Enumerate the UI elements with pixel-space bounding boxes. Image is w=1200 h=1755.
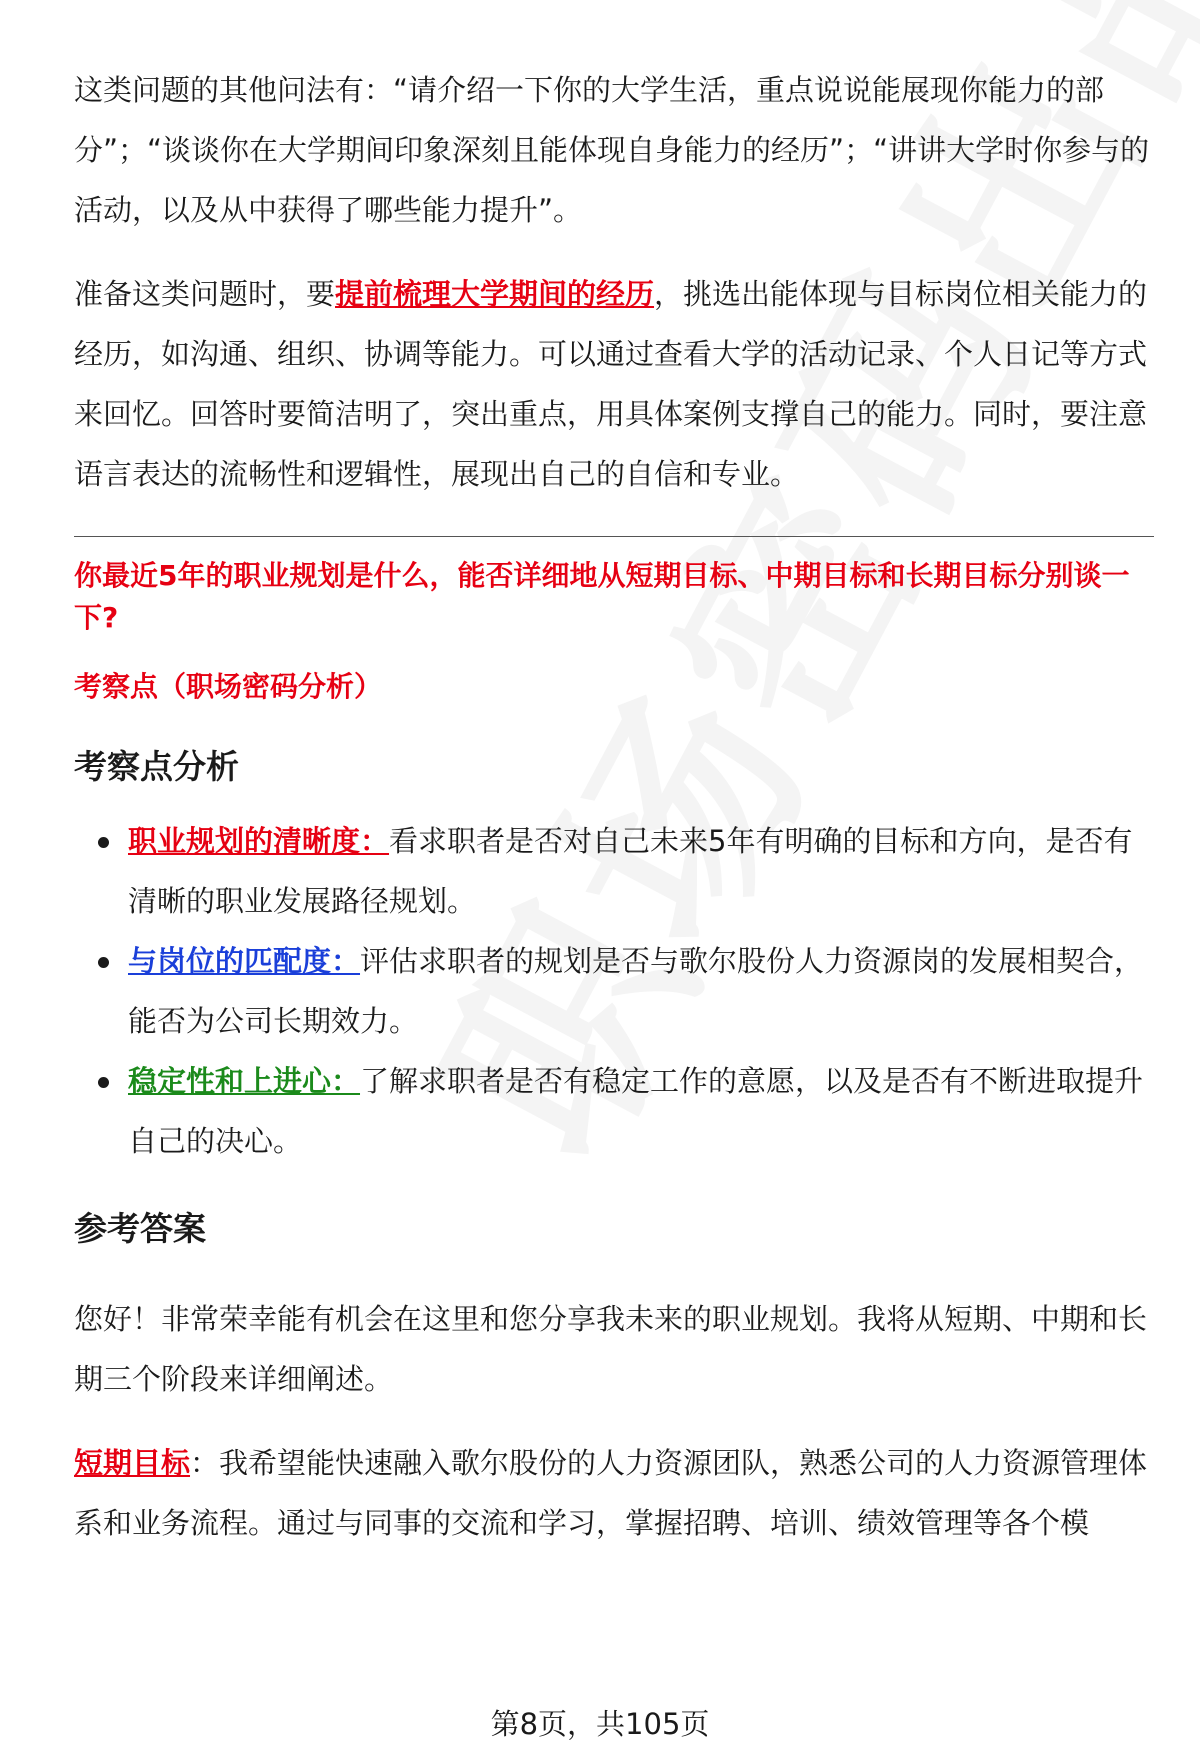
list-item-text: 了解求职者是否有稳定工作的意愿，以及是否有不断进取提升自己的决心。 — [128, 1064, 1144, 1158]
bullet-icon — [98, 957, 109, 968]
short-term-label: 短期目标 — [74, 1446, 191, 1480]
analysis-list — [74, 811, 1154, 1171]
short-term-text: ：我希望能快速融入歌尔股份的人力资源团队，熟悉公司的人力资源管理体系和业务流程。通过与同事的交流和学习，掌握招聘、培训、绩效管理等各个模 — [74, 1446, 1148, 1540]
text: ，挑选出能体现与目标岗位相关能力的经历，如沟通、组织、协调等能力。可以通过查看大学的活动记录、个人日记等方式来回忆。回答时要简洁明了，突出重点，用具体案例支撑自己的能力。同时，要注意语言表达的流畅性和逻辑性，展现出自己的自信和专业。 — [74, 277, 1148, 491]
text: 准备这类问题时，要 — [74, 277, 336, 311]
paragraph-alt-questions: 这类问题的其他问法有：“请介绍一下你的大学生活，重点说说能展现你能力的部分”；“谈谈你在大学期间印象深刻且能体现自身能力的经历”；“讲讲大学时你参与的活动，以及从中获得了哪些能力提升”。 — [74, 73, 1150, 227]
list-item-text: 看求职者是否对自己未来5年有明确的目标和方向，是否有清晰的职业发展路径规划。 — [128, 824, 1133, 918]
content — [74, 60, 1154, 1553]
list-item-text: 评估求职者的规划是否与歌尔股份人力资源岗的发展相契合，能否为公司长期效力。 — [128, 944, 1144, 1038]
paragraph-short-term — [74, 1433, 1154, 1553]
paragraph-answer-intro: 您好！非常荣幸能有机会在这里和您分享我未来的职业规划。我将从短期、中期和长期三个阶段来详细阐述。 — [74, 1302, 1148, 1396]
question-title: 你最近5年的职业规划是什么，能否详细地从短期目标、中期目标和长期目标分别谈一下? — [74, 559, 1130, 634]
heading-analysis: 考察点分析 — [74, 747, 239, 786]
paragraph-preparation — [74, 264, 1154, 504]
list-item — [74, 811, 1154, 931]
highlight-text: 提前梳理大学期间的经历 — [335, 277, 655, 311]
bullet-icon — [98, 1077, 109, 1088]
bullet-icon — [98, 837, 109, 848]
list-item-term: 与岗位的匹配度： — [128, 944, 361, 978]
list-item-term: 职业规划的清晰度： — [128, 824, 390, 858]
list-item-term: 稳定性和上进心： — [128, 1064, 361, 1098]
heading-answer: 参考答案 — [74, 1209, 206, 1248]
page-number: 第8页，共105页 — [490, 1707, 710, 1741]
subheading-analysis-source: 考察点（职场密码分析） — [74, 670, 383, 703]
list-item — [74, 1051, 1154, 1171]
section-divider — [74, 536, 1154, 537]
list-item — [74, 931, 1154, 1051]
